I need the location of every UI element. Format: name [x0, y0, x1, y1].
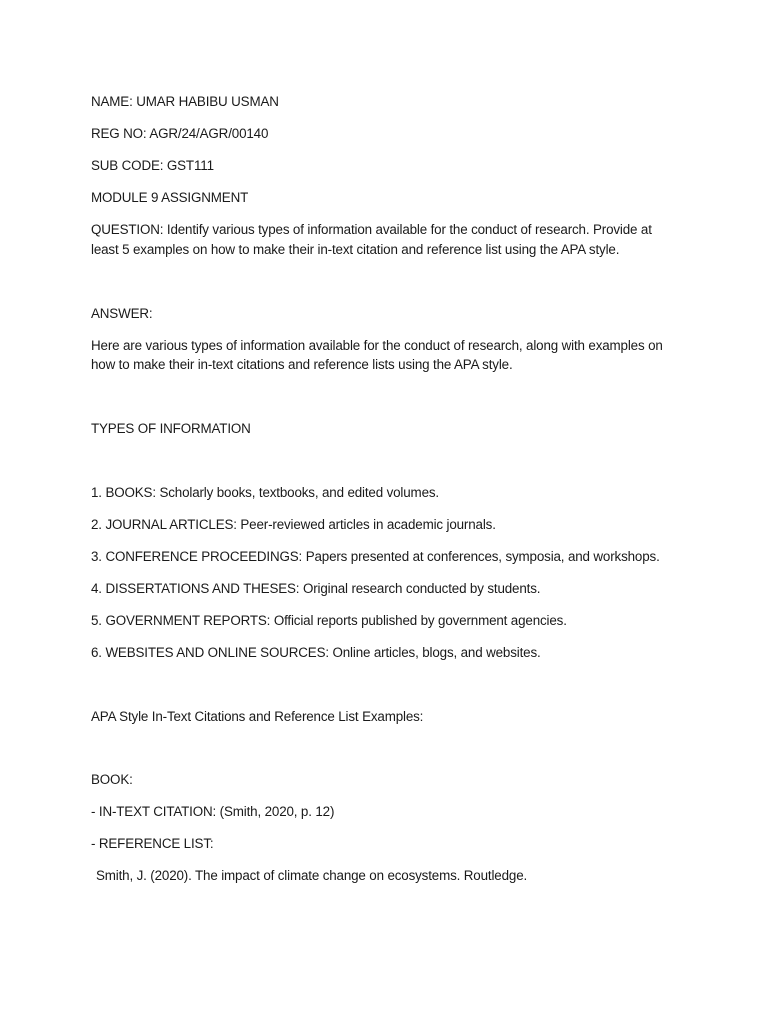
- type-item-websites: 6. WEBSITES AND ONLINE SOURCES: Online articles, blogs, and websites.: [91, 645, 541, 660]
- type-item-dissertations: 4. DISSERTATIONS AND THESES: Original research conducted by students.: [91, 581, 541, 596]
- student-name: NAME: UMAR HABIBU USMAN: [91, 94, 279, 109]
- book-reference-entry: Smith, J. (2020). The impact of climate change on ecosystems. Routledge.: [96, 868, 528, 883]
- type-item-journal-articles: 2. JOURNAL ARTICLES: Peer-reviewed articles in academic journals.: [91, 517, 496, 532]
- type-item-government-reports: 5. GOVERNMENT REPORTS: Official reports published by government agencies.: [91, 613, 567, 628]
- question-line-2: least 5 examples on how to make their in-text citation and reference list using the APA style.: [91, 242, 620, 257]
- question-line-1: QUESTION: Identify various types of information available for the conduct of research. Provide at: [91, 222, 652, 237]
- types-heading: TYPES OF INFORMATION: [91, 421, 251, 436]
- answer-heading: ANSWER:: [91, 306, 153, 321]
- answer-line-2: how to make their in-text citations and reference lists using the APA style.: [91, 357, 513, 372]
- type-item-conference-proceedings: 3. CONFERENCE PROCEEDINGS: Papers presented at conferences, symposia, and workshops.: [91, 549, 660, 564]
- book-in-text-citation: - IN-TEXT CITATION: (Smith, 2020, p. 12): [91, 804, 335, 819]
- book-reference-list-label: - REFERENCE LIST:: [91, 836, 214, 851]
- book-label: BOOK:: [91, 772, 133, 787]
- module-title: MODULE 9 ASSIGNMENT: [91, 190, 249, 205]
- subject-code: SUB CODE: GST111: [91, 158, 214, 173]
- registration-number: REG NO: AGR/24/AGR/00140: [91, 126, 269, 141]
- examples-heading: APA Style In-Text Citations and Reference List Examples:: [91, 709, 424, 724]
- answer-line-1: Here are various types of information available for the conduct of research, along with examples on: [91, 338, 663, 353]
- type-item-books: 1. BOOKS: Scholarly books, textbooks, and edited volumes.: [91, 485, 439, 500]
